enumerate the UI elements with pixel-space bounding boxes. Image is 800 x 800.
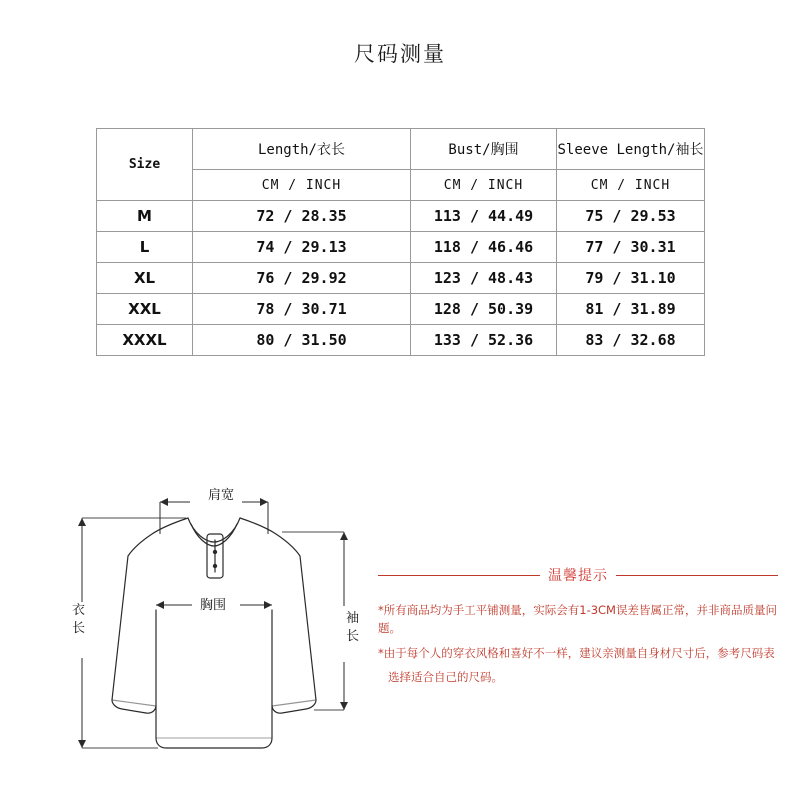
tips-divider-left (378, 575, 540, 576)
cell-length: 78 / 30.71 (193, 294, 411, 325)
cell-size: XXL (97, 294, 193, 325)
cell-length: 76 / 29.92 (193, 263, 411, 294)
cell-bust: 133 / 52.36 (411, 325, 557, 356)
garment-measurement-diagram (60, 460, 380, 780)
label-shoulder: 肩宽 (208, 488, 235, 503)
cell-bust: 123 / 48.43 (411, 263, 557, 294)
table-row (97, 201, 705, 232)
tips-divider-right (616, 575, 778, 576)
cell-bust: 118 / 46.46 (411, 232, 557, 263)
header-size: Size (97, 129, 193, 201)
unit-length: CM / INCH (193, 170, 411, 201)
cell-size: M (97, 201, 193, 232)
label-bust: 胸围 (200, 598, 227, 613)
cell-sleeve: 75 / 29.53 (557, 201, 705, 232)
header-length: Length/衣长 (193, 129, 411, 170)
tips-section (378, 565, 778, 693)
garment-illustration-svg (60, 460, 380, 780)
cell-sleeve: 81 / 31.89 (557, 294, 705, 325)
cell-sleeve: 77 / 30.31 (557, 232, 705, 263)
cell-size: XL (97, 263, 193, 294)
tip-line-1: *所有商品均为手工平铺测量，实际会有1-3CM误差皆属正常，并非商品质量问题。 (378, 603, 777, 636)
cell-size: XXXL (97, 325, 193, 356)
cell-sleeve: 83 / 32.68 (557, 325, 705, 356)
tip-line-2: *由于每个人的穿衣风格和喜好不一样，建议亲测量自身材尺寸后，参考尺码表 (378, 645, 775, 660)
tips-title: 温馨提示 (548, 568, 608, 584)
unit-sleeve: CM / INCH (557, 170, 705, 201)
page-title: 尺码测量 (354, 42, 446, 66)
cell-length: 74 / 29.13 (193, 232, 411, 263)
table-row (97, 263, 705, 294)
label-length: 衣长 (72, 603, 86, 636)
label-sleeve: 袖长 (346, 611, 360, 644)
header-bust: Bust/胸围 (411, 129, 557, 170)
tip-line-3: 选择适合自己的尺码。 (388, 670, 503, 685)
cell-sleeve: 79 / 31.10 (557, 263, 705, 294)
unit-bust: CM / INCH (411, 170, 557, 201)
cell-length: 80 / 31.50 (193, 325, 411, 356)
table-row (97, 232, 705, 263)
tips-heading (378, 565, 778, 585)
table-row (97, 325, 705, 356)
cell-size: L (97, 232, 193, 263)
cell-bust: 113 / 44.49 (411, 201, 557, 232)
header-sleeve: Sleeve Length/袖长 (557, 129, 705, 170)
table-row (97, 294, 705, 325)
cell-bust: 128 / 50.39 (411, 294, 557, 325)
size-chart-table (96, 128, 704, 356)
table-header-row (97, 129, 705, 170)
cell-length: 72 / 28.35 (193, 201, 411, 232)
